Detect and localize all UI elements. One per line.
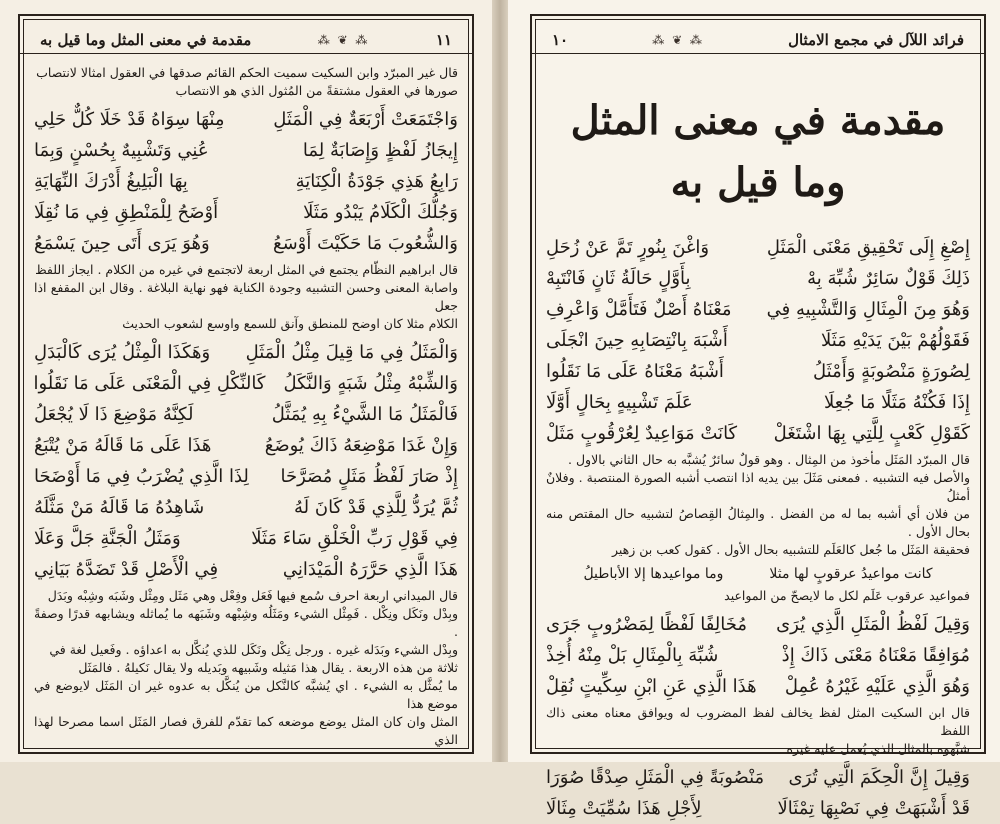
verse-line: [546, 263, 970, 294]
right-page: [508, 0, 1000, 819]
verse-line: [546, 762, 970, 793]
verse-line: [34, 368, 458, 399]
hemistich: فِي الْأَصْلِ قَدْ تَضَدَّهُ بَيَانِي: [34, 559, 219, 580]
right-page-content: [546, 62, 970, 819]
hemistich: كَقَوْلِ كَعْبٍ لِلَّتِي بِهَا اشْتَغَلْ: [773, 423, 970, 444]
hemistich: هَذَا عَلَى مَا قَالَهُ مَنْ يُتْبَعُ: [34, 435, 212, 456]
hemistich: بِهَا الْبَلِيغُ أَدْرَكَ النِّهَايَةِ: [34, 171, 188, 192]
prose-line: وبِدْل الشيء وبَدَله غيره . ورجل نِكْل ونَكَل للذي يُنكَّل به اعداؤه . وفَعيل لغة في: [49, 642, 458, 657]
verse-line: [546, 232, 970, 263]
hemistich: ثُمَّ يُرَدُّ لِلَّذِي قَدْ كَانَ لَهُ: [294, 497, 458, 518]
hemistich: مَنْصُوبَةً فِي الْمَثَلِ صِدْقًا صُوَرَا: [546, 767, 765, 788]
verse-line: [34, 461, 458, 492]
hemistich: وَهُوَ يَرَى أَتَى حِينَ يَسْمَعُ: [34, 233, 210, 254]
hemistich: مِنْهَا سِوَاهُ قَدْ خَلَا كُلٌّ حَلِي: [34, 109, 225, 130]
verse-line: [546, 609, 970, 640]
verse-line: [546, 356, 970, 387]
hemistich: مُوَافِقًا مَعْنَاهُ مَعْنَى ذَاكَ إِذْ: [781, 645, 970, 666]
prose-line: ثلاثة من هذه الاربعة . يقال هذا مَثيله وشَبيهه وبَديله ولا يقال نَكيلهُ . فالمَثَل: [78, 660, 458, 675]
verse-line: [34, 228, 458, 259]
left-prose-bottom: [34, 587, 458, 749]
prose-line: قال ابن السكيت المثل لفظ يخالف لفظ المضروب له ويوافق معناه معنى ذاك اللفظ: [546, 705, 970, 738]
prose-line: فحقيقة المَثَل ما جُعل كالعَلَم للتشبيه بحال الأول . كقول كعب بن زهير: [612, 542, 970, 557]
hemistich: عُنِي وَتَشْبِيهٌ بِحُسْنٍ وَبِمَا: [34, 140, 209, 161]
prose-line: قال الميداني اربعة احرف سُمع فيها فَعَل وفِعْل وهي مَثَل ومِثْل وشَبَه وشِبْه وبَدَل: [47, 588, 458, 603]
hemistich: أَشْبَهُ مَعْنَاهُ عَلَى مَا نَقَلُوا: [546, 361, 724, 382]
quoted-verse: [546, 563, 970, 585]
left-page-header: [20, 26, 472, 54]
hemistich: بِأَوَّلٍ حَالَةُ ثَانٍ فَانْتَبِهْ: [546, 268, 691, 289]
right-prose-note: فمواعيد عرقوب عَلَم لكل ما لايصحّ من المواعيد: [724, 588, 970, 603]
right-prose-mid2: [546, 704, 970, 758]
verse-line: [34, 337, 458, 368]
hemistich: وَاجْتَمَعَتْ أَرْبَعَةٌ فِي الْمَثَلِ: [273, 109, 458, 130]
hemistich: لَكِنَّهُ مَوْضِعَ ذَا لَا يُجْعَلُ: [34, 404, 194, 425]
prose-line: قال غير المبرّد وابن السكيت سميت الحكم القائم صدقها في العقول امثالا لانتصاب: [36, 65, 458, 80]
verse-line: [34, 492, 458, 523]
hemistich: وَقِيلَ لَفْظُ الْمَثَلِ الَّذِي يُرَى: [776, 614, 970, 635]
verse-line: [546, 418, 970, 449]
hemistich: عَلَمَ تَشْبِيهٍ بِحَالٍ أَوَّلَا: [546, 392, 693, 413]
hemistich: إِيجَازُ لَفْظٍ وَإِصَابَةٌ لِمَا: [302, 140, 458, 161]
verse-line: [34, 554, 458, 585]
right-header-ornament: ⁂ ❦ ⁂: [652, 32, 704, 47]
hemistich: وَإِنْ غَدَا مَوْضِعَهُ ذَاكَ يُوضَعُ: [264, 435, 458, 456]
hemistich: مَعْنَاهُ أَصْلٌ فَتَأَمَّلْ وَاعْرِفِ: [546, 299, 732, 320]
hemistich: وَهَكَذَا الْمِثْلُ يُرَى كَالْبَدَلِ: [34, 342, 211, 363]
hemistich: إِذَا فَكُنْهُ مَثَلًا مَا جُعِلَا: [823, 392, 970, 413]
left-page-number: ١١: [435, 30, 452, 49]
verse-line: [34, 197, 458, 228]
right-page-number: ١٠: [552, 30, 569, 49]
verse-line: [546, 640, 970, 671]
hemistich: أَشْبَهَ بِانْتِصَابِهِ حِينَ انْجَلَى: [546, 330, 728, 351]
hemistich: كَانَتْ مَوَاعِيدٌ لِعُرْقُوبٍ مَثَلْ: [546, 423, 738, 444]
verse-line: [34, 104, 458, 135]
verse-line: [34, 135, 458, 166]
hemistich: قَدْ أَشْبَهَتْ فِي نَصْبِهَا تِمْثَالَا: [777, 798, 970, 819]
hemistich: لِذَا الَّذِي يُضْرَبُ فِي مَا أَوْضَحَا: [34, 466, 249, 487]
prose-line: قال ابراهيم النظّام يجتمع في المثل اربعة لاتجتمع في غيره من الكلام . ايجاز اللفظ: [35, 262, 458, 277]
prose-line: شبَّهوه بالمثال الذي يُعمل عليه غيره: [786, 741, 970, 756]
hemistich: هَذَا الَّذِي عَنِ ابْنِ سِكِّيتٍ نُقِلْ: [546, 676, 757, 697]
right-page-header: [532, 26, 984, 54]
hemistich: شَاهِدُهُ مَا قَالَهُ مَنْ مَثَّلَهُ: [34, 497, 205, 518]
right-verses-3: [546, 762, 970, 824]
left-verses-2: [34, 337, 458, 585]
verse-line: [546, 294, 970, 325]
left-running-title: مقدمة في معنى المثل وما قيل به: [40, 30, 252, 49]
hemistich: مُخَالِفًا لَفْظًا لِمَضْرُوبٍ جَرَى: [546, 614, 748, 635]
hemistich: وَاغْنَ بِنُورٍ تَمَّ عَنْ زُحَلِ: [546, 237, 710, 258]
prose-line: الكلام مثلا كان اوضح للمنطق وآنق للسمع واوسع لشعوب الحديث: [122, 316, 458, 331]
hemistich: وَالشُّعُوبَ مَا حَكَيْتَ أَوْسَعُ: [273, 233, 458, 254]
prose-line: قال المبرّد المَثَل مأخوذ من المِثال . وهو قولٌ سائرٌ يُشبَّه به حال الثاني بالاول .: [568, 452, 970, 467]
hemistich: إِذْ صَارَ لَفْظُ مَثَلٍ مُصَرَّحَا: [280, 466, 458, 487]
hemistich: شُبِّهَ بِالْمِثَالِ بَلْ مِنْهُ أُخِذْ: [546, 645, 719, 666]
book-gutter: [492, 0, 508, 762]
right-running-title: فرائد اللآل في مجمع الامثال: [788, 30, 964, 49]
left-page-content: [33, 62, 458, 747]
hemistich: كَالنِّكْلِ فِي الْمَعْنَى عَلَى مَا نَقَلُوا: [33, 373, 266, 394]
verse-line: [34, 399, 458, 430]
right-verses-2: [546, 609, 970, 702]
verse-line: [546, 793, 970, 824]
left-prose-top: [34, 64, 458, 100]
hemistich: إِصْغِ إِلَى تَحْقِيقِ مَعْنَى الْمَثَلِ: [766, 237, 970, 258]
hemistich: وَجُلُّكَ الْكَلَامُ يَبْدُو مَثَلَا: [303, 202, 458, 223]
prose-line: والأصل فيه التشبيه . فمعنى مَثَلَ بين يديه اذا انتصب أشبه الصورة المنتصبة . وفلانٌ أمثلُ: [546, 470, 970, 503]
left-header-ornament: ⁂ ❦ ⁂: [317, 32, 370, 47]
hemistich: وَالْمَثَلُ فِي مَا قِيلَ مِثْلُ الْمَثَلِ: [245, 342, 458, 363]
hemistich: وَهُوَ الَّذِي عَلَيْهِ غَيْرُهُ عُمِلْ: [784, 676, 970, 697]
prose-line: وبِدْل ونَكَل ونِكْل . فَمِثْل الشيء ومَثَلُه وشِبْهه وشَبَهه ما يُماثله ويشابهه قدرًا وصفةً .: [34, 606, 458, 639]
right-verses-1: [546, 232, 970, 449]
verse-line: [546, 671, 970, 702]
left-prose-mid: [34, 261, 458, 333]
verse-line: [546, 325, 970, 356]
right-page-frame: [530, 14, 986, 819]
prose-line: ما يُمثَّل به الشيء . اي يُشبَّه كالنَّكل من يُنكَّل به عدوه غير ان المَثَل لايوضع في موضع هذا: [34, 678, 458, 711]
chapter-heading: مقدمة في معنى المثل وما قيل به: [570, 97, 946, 206]
hemistich: فِي قَوْلِ رَبِّ الْخَلْقِ سَاءَ مَثَلَا: [251, 528, 458, 549]
hemistich: هَذَا الَّذِي حَرَّرَهُ الْمَيْدَانِي: [282, 559, 458, 580]
hemistich: وما مواعيدها إلا الأباطيلُ: [583, 566, 724, 582]
verse-line: [34, 166, 458, 197]
hemistich: لِأَجْلِ هَذَا سُمِّيَتْ مِثَالَا: [546, 798, 702, 819]
prose-line: المثل وان كان المثل يوضع موضعه كما تقدّم للفرق فصار المَثَل اسما مصرحا لهذا الذي: [34, 714, 458, 747]
prose-line: صورها في العقول مشتقةً من المُثول الذي هو الانتصاب: [175, 83, 458, 98]
verse-line: [34, 430, 458, 461]
hemistich: لِصُورَةٍ مَنْصُوبَةٍ وَأَمْثَلُ: [813, 361, 970, 382]
hemistich: وَمَثَلُ الْجَنَّةِ جَلَّ وَعَلَا: [34, 528, 181, 549]
hemistich: وَقِيلَ إِنَّ الْحِكَمَ الَّتِي تُرَى: [788, 767, 970, 788]
left-page: [0, 0, 492, 762]
hemistich: فَقَوْلُهُمْ بَيْنَ يَدَيْهِ مَثَلَا: [820, 330, 970, 351]
prose-line: من فلان أي أشبه بما له من الفضل . والمِثالُ القِصاصُ لتشبيه حال المقتص منه بحال الأول .: [546, 506, 970, 539]
hemistich: وَالشِّبْهُ مِثْلُ شَبَهٍ وَالنَّكَلُ: [283, 373, 458, 394]
hemistich: وَهُوَ مِنَ الْمِثَالِ وَالتَّشْبِيهِ فِي: [766, 299, 970, 320]
prose-line: واصابة المعنى وحسن التشبيه وجودة الكناية فهو نهاية البلاغة . وقال ابن المقفع اذا جعل: [34, 280, 458, 313]
verse-line: [546, 387, 970, 418]
hemistich: كانت مواعيدُ عرقوبٍ لها مثلا: [769, 566, 933, 582]
verse-line: [34, 523, 458, 554]
hemistich: أَوْضَحُ لِلْمَنْطِقِ فِي مَا نُقِلَا: [34, 202, 219, 223]
left-page-frame: [18, 14, 474, 754]
hemistich: فَالْمَثَلُ مَا الشَّيْءُ بِهِ يُمَثَّلُ: [271, 404, 458, 425]
left-verses-1: [34, 104, 458, 259]
hemistich: ذَلِكَ قَوْلٌ سَائِرٌ شُبِّهَ بِهْ: [807, 268, 970, 289]
hemistich: رَابِعُ هَذِي جَوْدَةُ الْكِنَايَةِ: [295, 171, 458, 192]
right-prose-mid: [546, 451, 970, 559]
